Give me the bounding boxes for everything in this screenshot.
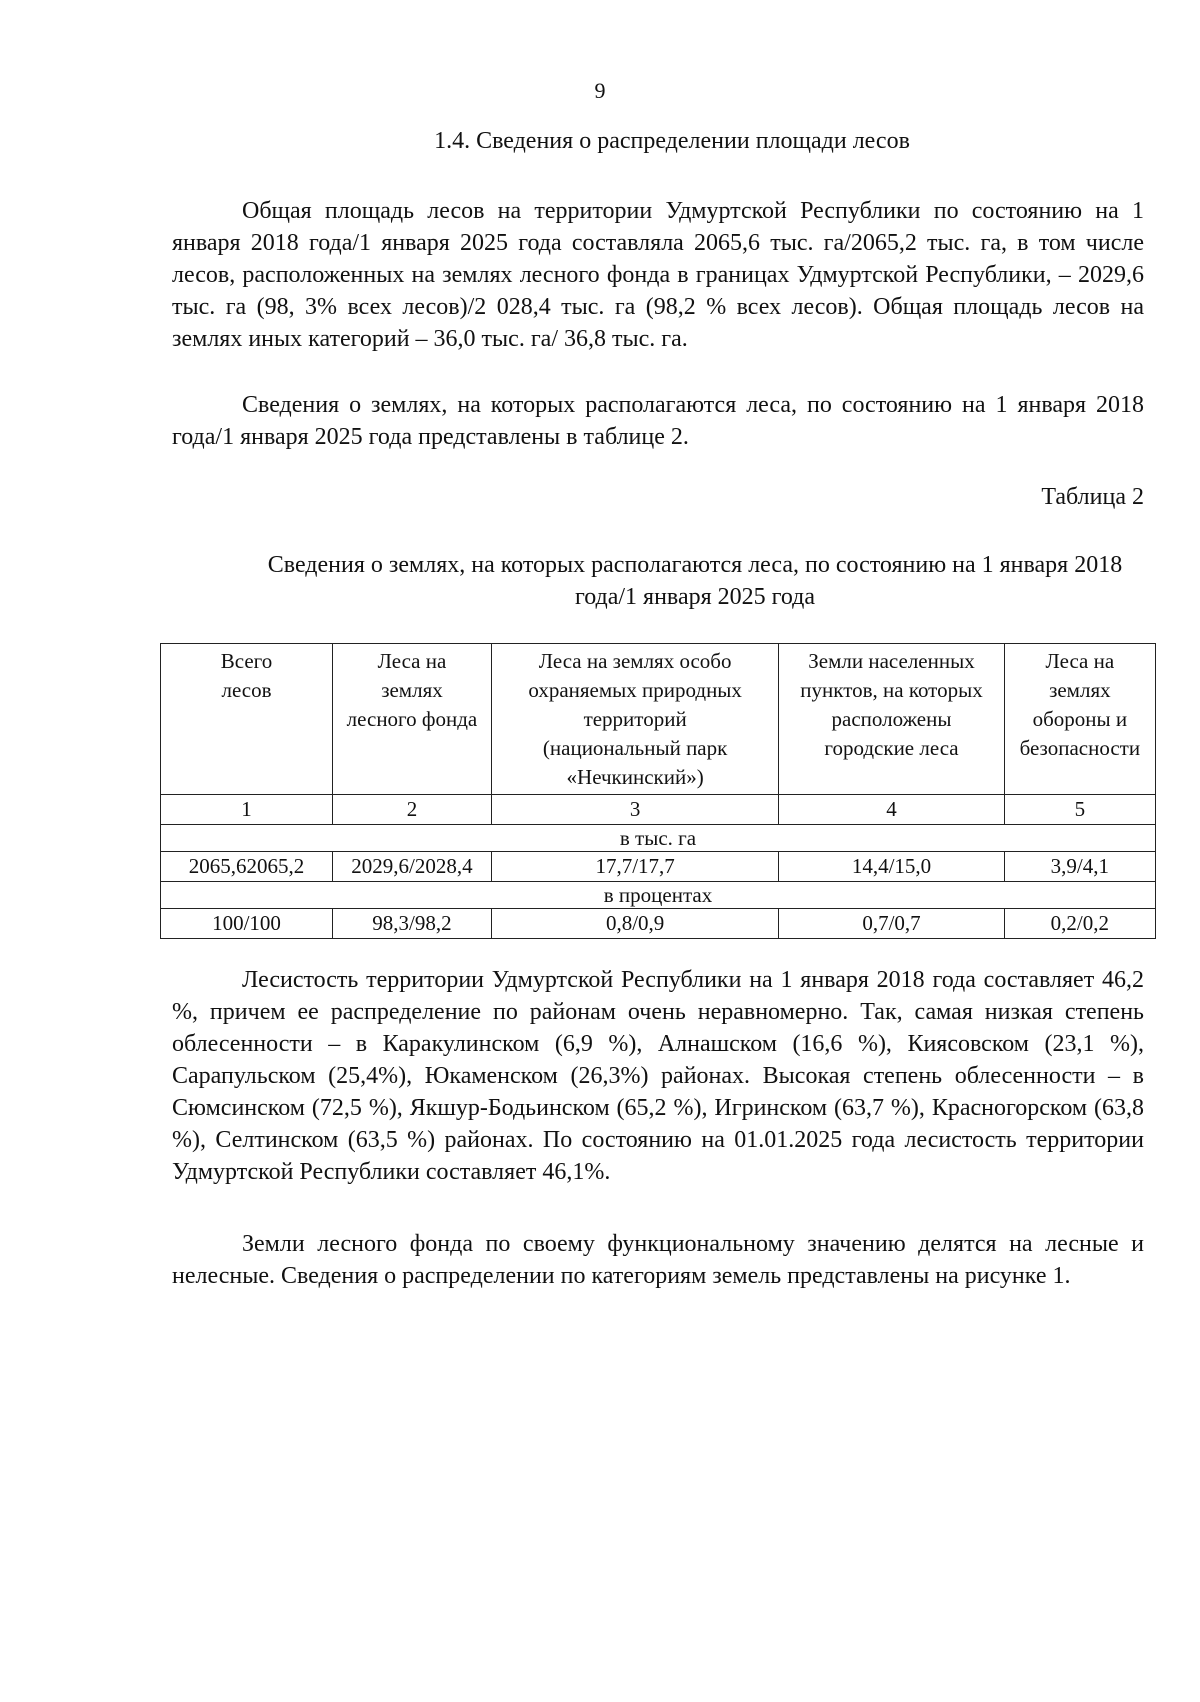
- header-forest-fund-lands: Леса на землях лесного фонда: [333, 644, 492, 795]
- table-unit-row: [161, 882, 1156, 909]
- column-number: 2: [333, 795, 492, 825]
- table-cell: 0,2/0,2: [1004, 909, 1155, 939]
- paragraph-total-forest-area: Общая площадь лесов на территории Удмуртской Республики по состоянию на 1 января 2018 года/1 января 2025 года составляла 2065,6 тыс. га/2065,2 тыс. га, в том числе лесов, расположенных на землях лесного фонда в границах Удмуртской Республики, – 2029,6 тыс. га (98, 3% всех лесов)/2 028,4 тыс. га (98,2 % всех лесов). Общая площадь лесов на землях иных категорий – 36,0 тыс. га/ 36,8 тыс. га.: [172, 198, 1144, 352]
- column-number: 3: [491, 795, 778, 825]
- table-cell: 98,3/98,2: [333, 909, 492, 939]
- section-heading: 1.4. Сведения о распределении площади лесов: [434, 128, 910, 154]
- table-caption: Сведения о землях, на которых располагаются леса, по состоянию на 1 января 2018 года/1 января 2025 года: [267, 552, 1123, 610]
- page-number: 9: [594, 78, 606, 103]
- table-cell: 17,7/17,7: [491, 852, 778, 882]
- table-cell: 2029,6/2028,4: [333, 852, 492, 882]
- paragraph-land-categories: Земли лесного фонда по своему функциональному значению делятся на лесные и нелесные. Сведения о распределении по категориям земель представлены на рисунке 1.: [172, 1231, 1144, 1289]
- column-number: 1: [161, 795, 333, 825]
- table-cell: 100/100: [161, 909, 333, 939]
- table-cell: 14,4/15,0: [779, 852, 1004, 882]
- forest-lands-table: [160, 643, 1156, 939]
- header-settlement-lands: Земли населенных пунктов, на которых расположены городские леса: [779, 644, 1004, 795]
- paragraph-forest-cover: Лесистость территории Удмуртской Республики на 1 января 2018 года составляет 46,2 %, причем ее распределение по районам очень неравномерно. Так, самая низкая степень облесенности – в Каракулинском (6,9 %), Алнашском (16,6 %), Киясовском (23,1 %), Сарапульском (25,4%), Юкаменском (26,3%) районах. Высокая степень облесенности – в Сюмсинском (72,5 %), Якшур-Бодьинском (65,2 %), Игринском (63,7 %), Красногорском (63,8 %), Селтинском (63,5 %) районах. По состоянию на 01.01.2025 года лесистость территории Удмуртской Республики составляет 46,1%.: [172, 967, 1144, 1185]
- table-header-row: [161, 644, 1156, 795]
- paragraph-table-reference: Сведения о землях, на которых располагаются леса, по состоянию на 1 января 2018 года/1 января 2025 года представлены в таблице 2.: [172, 392, 1144, 450]
- table-cell: 3,9/4,1: [1004, 852, 1155, 882]
- table-cell: 2065,62065,2: [161, 852, 333, 882]
- table-row: [161, 852, 1156, 882]
- table-label: Таблица 2: [1041, 484, 1144, 510]
- column-number: 5: [1004, 795, 1155, 825]
- header-total-forests: Всего лесов: [161, 644, 333, 795]
- table-cell: 0,8/0,9: [491, 909, 778, 939]
- table-cell: 0,7/0,7: [779, 909, 1004, 939]
- unit-percent: в процентах: [161, 882, 1156, 909]
- unit-thousand-ha: в тыс. га: [161, 825, 1156, 852]
- table-unit-row: [161, 825, 1156, 852]
- table-column-number-row: [161, 795, 1156, 825]
- column-number: 4: [779, 795, 1004, 825]
- header-protected-areas: Леса на землях особо охраняемых природных территорий (национальный парк «Нечкинский»): [491, 644, 778, 795]
- table-row: [161, 909, 1156, 939]
- header-defense-lands: Леса на землях обороны и безопасности: [1004, 644, 1155, 795]
